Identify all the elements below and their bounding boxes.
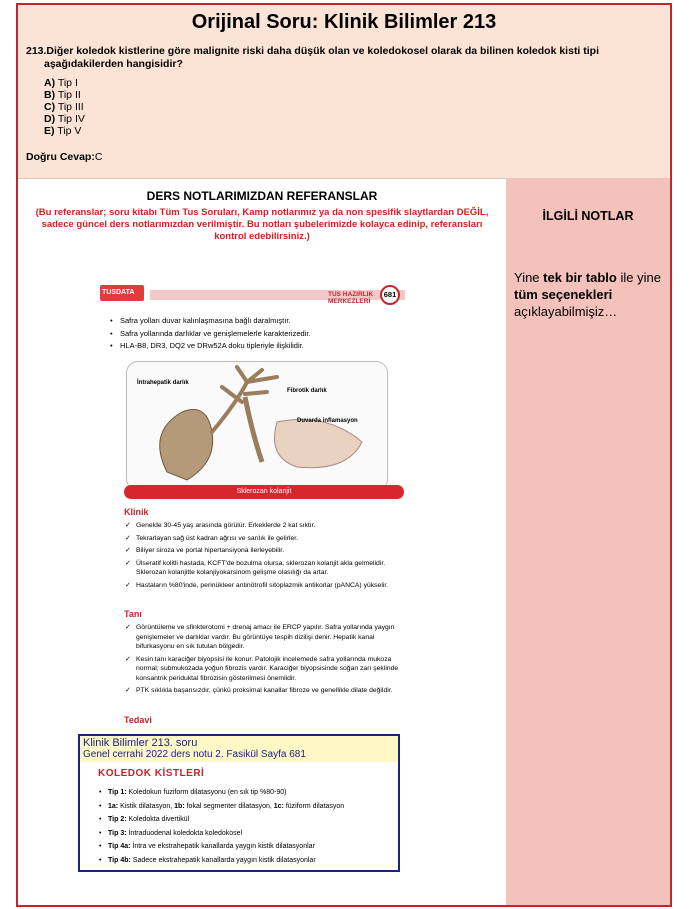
- list-item: • 1a: Kistik dilatasyon, 1b: fokal segmenter dilatasyon, 1c: füziform dilatasyon: [108, 800, 398, 814]
- question-text: 213.Diğer koledok kistlerine göre malignite riski daha düşük olan ve koledokosel olarak da bilinen koledok kisti tipi aşağıdakilerden hangisidir?: [26, 45, 600, 70]
- list-item: ✓ Tekrarlayan sağ üst kadran ağrısı ve sarılık ile gelirler.: [136, 534, 404, 544]
- notes-text: Yine tek bir tablo ile yine tüm seçenekleri açıklayabilmişiz…: [514, 270, 661, 319]
- page-title: Orijinal Soru: Klinik Bilimler 213: [191, 11, 497, 33]
- option-b: B) Tip II: [44, 89, 81, 101]
- list-item: ✓ PTK sıklıkla başarısızdır, çünkü proksimal kanallar fibroze ve genellikle dilate değildir.: [136, 686, 404, 696]
- options-list: [44, 77, 85, 137]
- list-item: • Tip 1: Koledokun fuziform dilatasyonu (en sık tip %80-90): [108, 786, 398, 800]
- book-page: [98, 281, 408, 725]
- option-d: D) Tip IV: [44, 113, 85, 125]
- notes-column: [506, 179, 670, 907]
- illus-label-inflammation: Duvarda inflamasyon: [297, 418, 358, 424]
- source-badge: [78, 734, 400, 764]
- list-item: ✓ Kesin tanı karaciğer biyopsisi ile konur. Patolojik incelemede safra yollarında mukoza normal; submukozada yoğun fibrozis vardır. Karaciğer biyopsisinde soğan zarı şeklinde konsantrik periduktal fibrozisin gösterilmesi önemlidir.: [136, 655, 404, 684]
- option-a: A) Tip I: [44, 77, 78, 89]
- list-item: ✓ Hastaların %80'inde, perinükleer antinötrofil sitoplazmik antikorlar (pANCA) yükselir.: [136, 581, 404, 591]
- option-c: C) Tip III: [44, 101, 84, 113]
- notes-title: İLGİLİ NOTLAR: [542, 209, 634, 223]
- list-item: ✓ Ülseratif kolitli hastada, KCFT'de bozulma olursa, sklerozan kolanjit akla gelmelidir. Sklerozan kolanjitte kolanjiyokarsinom gelişme olasılığı da artar.: [136, 559, 404, 578]
- references-subtitle: (Bu referanslar; soru kitabı Tüm Tus Soruları, Kamp notlarımız ya da non spesifik slaytlardan DEĞİL, sadece güncel ders notlarımızdan verilmiştir. Bu notları şubelerimizde kolayca edinip, referansları kontrol edebilirsiniz.): [35, 207, 489, 242]
- list-item: • Tip 4b: Sadece ekstrahepatik kanallarda yaygın kistik dilatasyonlar: [108, 854, 398, 868]
- koledok-box: [78, 762, 400, 872]
- tusdata-logo: TUSDATA: [100, 285, 144, 301]
- correct-answer: Doğru Cevap:C: [26, 151, 103, 163]
- list-item: ✓ Biliyer siroza ve portal hipertansiyona ilerleyebilir.: [136, 546, 404, 556]
- section-klinik: Klinik: [124, 507, 149, 517]
- page-frame: [16, 3, 672, 907]
- klinik-list: [136, 521, 404, 593]
- book-bullets: [120, 315, 400, 353]
- list-item: • HLA-B8, DR3, DQ2 ve DRw52A doku tipleriyle ilişkilidir.: [120, 340, 400, 353]
- list-item: • Tip 2: Koledokta divertikül: [108, 813, 398, 827]
- list-item: ✓ Genelde 30-45 yaş arasında görülür. Erkeklerde 2 kat sıktır.: [136, 521, 404, 531]
- source-line-2: Genel cerrahi 2022 ders notu 2. Fasikül Sayfa 681: [83, 749, 306, 760]
- references-title: DERS NOTLARIMIZDAN REFERANSLAR: [146, 189, 378, 203]
- book-page-number: 681: [380, 285, 400, 305]
- book-header-ribbon: TUS HAZIRLIK MERKEZLERİ: [150, 290, 405, 300]
- question-box: [18, 5, 670, 179]
- illustration-caption: Sklerozan kolanjit: [124, 485, 404, 499]
- list-item: • Safra yollarında darlıklar ve genişlemelerle karakterizedir.: [120, 328, 400, 341]
- section-tani: Tanı: [124, 609, 142, 619]
- illus-label-intrahepatic: İntrahepatik darlık: [137, 380, 189, 386]
- koledok-list: [108, 786, 398, 867]
- list-item: ✓ Görüntüleme ve sfinkterotomi + drenaj amacı ile ERCP yapılır. Safra yollarında yaygın genişlemeler ve darlıklar vardır. Bu görüntüye tespih dizilişi denir. Hepatik kanal bifurkasyonu en sık tutulan bölgedir.: [136, 623, 404, 652]
- section-tedavi: Tedavi: [124, 715, 152, 725]
- list-item: • Tip 4a: İntra ve ekstrahepatik kanallarda yaygın kistik dilatasyonlar: [108, 840, 398, 854]
- tani-list: [136, 623, 404, 699]
- option-e: E) Tip V: [44, 125, 82, 137]
- biliary-illustration: [126, 361, 388, 491]
- biliary-tree-image: [127, 362, 389, 492]
- book-header: [98, 281, 408, 305]
- illus-label-fibrotic: Fibrotik darlık: [287, 388, 327, 394]
- source-line-1: Klinik Bilimler 213. soru: [83, 737, 198, 749]
- list-item: • Safra yolları duvar kalınlaşmasına bağlı daralmıştır.: [120, 315, 400, 328]
- list-item: • Tip 3: İntraduodenal koledokta koledokosel: [108, 827, 398, 841]
- koledok-title: KOLEDOK KİSTLERİ: [98, 768, 205, 779]
